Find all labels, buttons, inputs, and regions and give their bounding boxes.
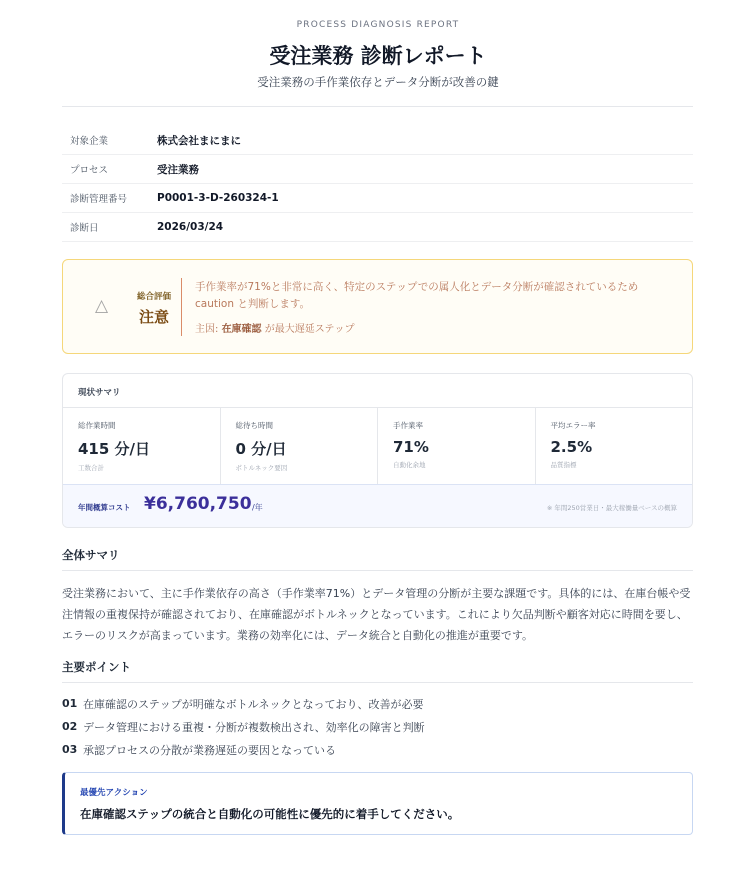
meta-value-id: P0001-3-D-260324-1 bbox=[157, 192, 279, 204]
point-text: 在庫確認のステップが明確なボトルネックとなっており、改善が必要 bbox=[83, 697, 424, 711]
report-eyebrow: PROCESS DIAGNOSIS REPORT bbox=[296, 20, 460, 30]
summary-title: 現状サマリ bbox=[63, 374, 692, 408]
meta-row bbox=[62, 155, 693, 184]
metric-note: 工数合計 bbox=[78, 464, 104, 472]
meta-value-date: 2026/03/24 bbox=[157, 221, 224, 233]
metric-value: 0 分/日 bbox=[235, 440, 287, 458]
cost-value: ¥6,760,750 bbox=[144, 494, 252, 514]
page-title: 受注業務 診断レポート bbox=[269, 44, 487, 68]
header-divider bbox=[62, 106, 693, 107]
meta-label-process: プロセス bbox=[70, 165, 109, 176]
warning-triangle-icon: △ bbox=[95, 296, 109, 316]
metrics-row bbox=[63, 408, 692, 485]
key-points-list bbox=[62, 692, 693, 761]
list-item bbox=[62, 738, 693, 761]
metric-note: 自動化余地 bbox=[393, 461, 426, 469]
meta-row bbox=[62, 126, 693, 155]
verdict-card bbox=[62, 259, 693, 354]
meta-row bbox=[62, 213, 693, 242]
list-item bbox=[62, 692, 693, 715]
metric-error-rate bbox=[536, 408, 693, 484]
meta-label-company: 対象企業 bbox=[70, 136, 109, 147]
meta-label-date: 診断日 bbox=[70, 223, 99, 234]
metric-note: 品質指標 bbox=[550, 461, 577, 469]
metric-manual-rate bbox=[378, 408, 536, 484]
cost-unit: /年 bbox=[252, 503, 263, 512]
metric-value: 415 分/日 bbox=[78, 440, 151, 458]
cause-suffix: が最大遅延ステップ bbox=[264, 324, 355, 335]
point-number: 02 bbox=[62, 720, 78, 733]
metric-value: 71% bbox=[393, 438, 429, 456]
metric-label: 手作業率 bbox=[393, 421, 423, 430]
metric-label: 総待ち時間 bbox=[235, 421, 273, 430]
summary-card bbox=[62, 373, 693, 528]
cost-note: ※ 年間250営業日・最大稼働量ベースの概算 bbox=[546, 504, 677, 512]
meta-value-process: 受注業務 bbox=[157, 163, 199, 176]
meta-table bbox=[62, 126, 693, 242]
metric-note: ボトルネック要因 bbox=[235, 464, 288, 472]
metric-work-time bbox=[63, 408, 221, 484]
verdict-cause bbox=[195, 320, 355, 335]
verdict-value: 注意 bbox=[138, 308, 169, 326]
meta-row bbox=[62, 184, 693, 213]
annual-cost-bar bbox=[63, 485, 692, 528]
overall-summary-text: 受注業務において、主に手作業依存の高さ（手作業率71%）とデータ管理の分断が主要な課題です。具体的には、在庫台帳や受注情報の重複保持が確認されており、在庫確認がボトルネックとなっています。これにより欠品判断や顧客対応に時間を要し、エラーのリスクが高まっています。業務の効率化には、データ統合と自動化の推進が重要です。 bbox=[62, 587, 691, 642]
metric-label: 総作業時間 bbox=[78, 421, 116, 430]
overall-summary-title: 全体サマリ bbox=[62, 547, 693, 571]
verdict-label: 総合評価 bbox=[136, 292, 171, 302]
point-number: 01 bbox=[62, 697, 78, 710]
priority-action-card bbox=[62, 772, 693, 835]
point-text: 承認プロセスの分散が業務遅延の要因となっている bbox=[83, 743, 336, 757]
cause-target: 在庫確認 bbox=[221, 324, 262, 335]
page-subtitle: 受注業務の手作業依存とデータ分断が改善の鍵 bbox=[257, 75, 499, 89]
cause-prefix: 主因: bbox=[195, 324, 219, 335]
action-text: 在庫確認ステップの統合と自動化の可能性に優先的に着手してください。 bbox=[80, 807, 460, 821]
verdict-text: 手作業率が71%と非常に高く、特定のステップでの属人化とデータ分断が確認されているため caution と判断します。 bbox=[195, 281, 639, 310]
point-text: データ管理における重複・分断が複数検出され、効率化の障害と判断 bbox=[83, 720, 425, 734]
point-number: 03 bbox=[62, 743, 78, 756]
list-item bbox=[62, 715, 693, 738]
key-points-title: 主要ポイント bbox=[62, 659, 693, 683]
meta-value-company: 株式会社まにまに bbox=[157, 134, 241, 147]
verdict-divider bbox=[181, 278, 182, 336]
metric-label: 平均エラー率 bbox=[550, 421, 596, 430]
metric-value: 2.5% bbox=[550, 438, 593, 456]
cost-label: 年間概算コスト bbox=[78, 503, 131, 512]
action-label: 最優先アクション bbox=[80, 788, 148, 798]
meta-label-id: 診断管理番号 bbox=[70, 194, 128, 205]
metric-wait-time bbox=[221, 408, 379, 484]
